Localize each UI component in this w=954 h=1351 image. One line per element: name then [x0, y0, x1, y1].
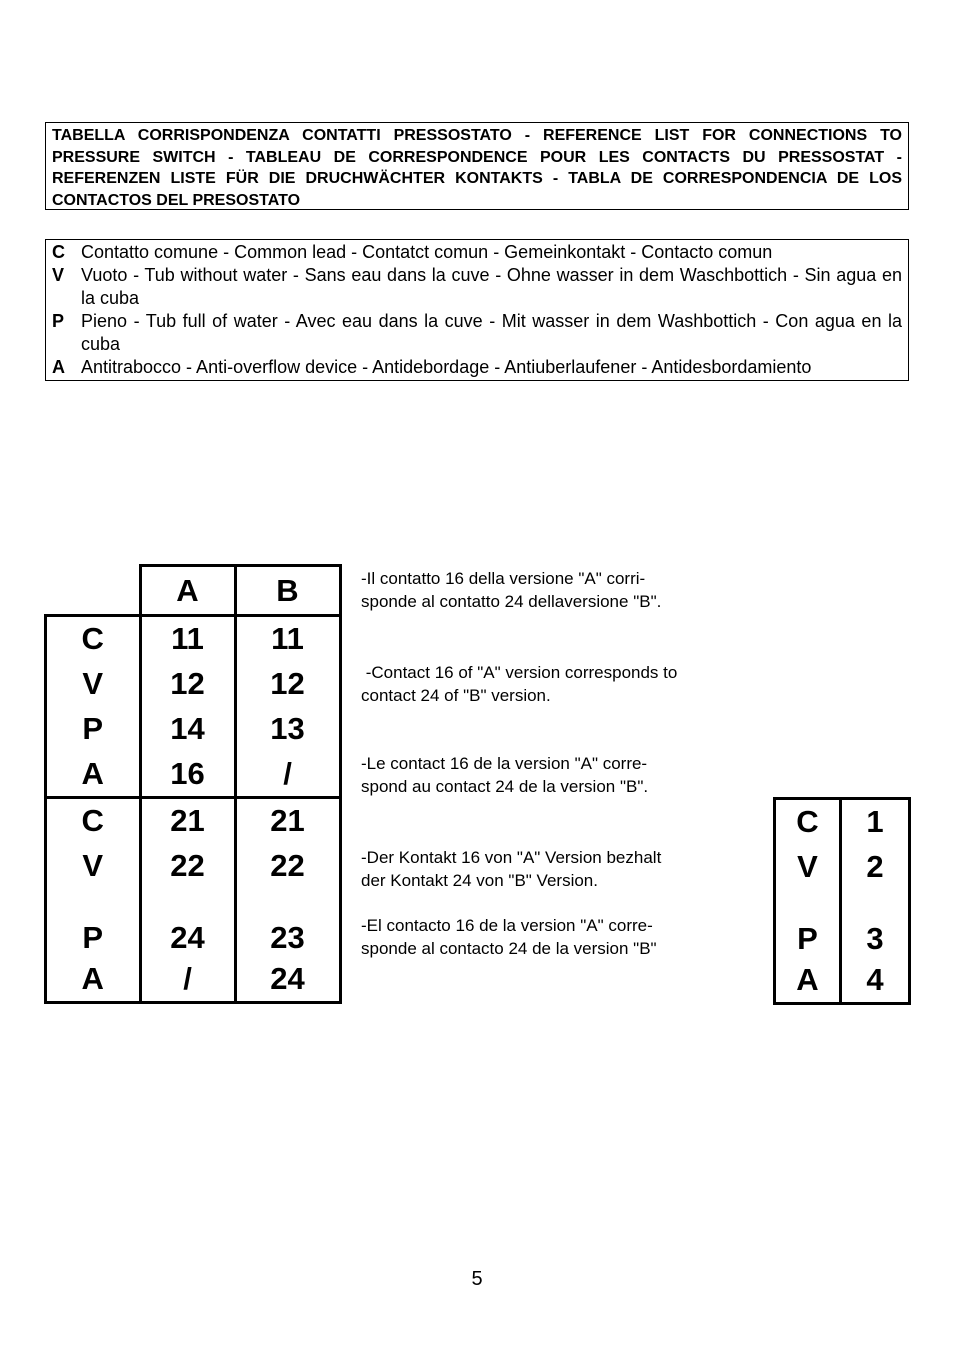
note-line: spond au contact 24 de la version "B". [361, 777, 649, 796]
legend-key: C [52, 242, 65, 262]
table-row [46, 888, 341, 956]
legend-item-v [52, 264, 902, 310]
table-row [775, 957, 910, 1004]
note-line: -Le contact 16 de la version "A" corre- [361, 754, 648, 773]
cell-a: 24 [140, 888, 235, 956]
legend-text: Contatto comune - Common lead - Contatct comun - Gemeinkontakt - Contacto comun [81, 242, 773, 262]
contact-correspondence-table [44, 564, 342, 1004]
header-version-b: B [235, 566, 340, 616]
title-box [45, 122, 909, 210]
document-title: TABELLA CORRISPONDENZA CONTATTI PRESSOSTATO - REFERENCE LIST FOR CONNECTIONS TO PRESSURE SWITCH - TABLEAU DE CORRESPONDENCE POUR LES CONTACTS DU PRESSOSTAT - REFERENZEN LISTE FÜR DIE DRUCHWÄCHTER KONTAKTS - TABLA DE CORRESPONDENCIA DE LOS CONTACTOS DEL PRESOSTATO [52, 127, 902, 209]
cell-b: 11 [235, 616, 340, 662]
cell-value: 2 [841, 844, 910, 889]
cell-b: 21 [235, 798, 340, 844]
legend-item-c [52, 241, 902, 264]
cell-a: 11 [140, 616, 235, 662]
table-row [46, 843, 341, 888]
table-row [46, 751, 341, 798]
note-line: contact 24 of "B" version. [361, 686, 551, 705]
note-english [361, 661, 741, 707]
note-line: -Contact 16 of "A" version corresponds to [361, 663, 678, 682]
cell-b: 24 [235, 956, 340, 1003]
cell-b: 23 [235, 888, 340, 956]
row-label: V [775, 844, 841, 889]
legend-key: V [52, 265, 65, 285]
legend-text: Vuoto - Tub without water - Sans eau dans la cuve - Ohne wasser in dem Waschbottich - Sin agua en la cuba [81, 265, 902, 308]
note-italian [361, 567, 741, 613]
row-label: A [46, 956, 141, 1003]
empty-corner-cell [46, 566, 141, 616]
note-line: -Il contatto 16 della versione "A" corri- [361, 569, 646, 588]
note-line: sponde al contacto 24 de la version "B" [361, 939, 657, 958]
cell-a: 21 [140, 798, 235, 844]
cell-b: 12 [235, 661, 340, 706]
row-label: C [46, 798, 141, 844]
row-label: A [46, 751, 141, 798]
table-row [775, 889, 910, 957]
single-version-table [773, 797, 911, 1005]
legend-key: P [52, 311, 65, 331]
row-label: P [46, 706, 141, 751]
table-header-row [46, 566, 341, 616]
cell-b: / [235, 751, 340, 798]
note-line: -El contacto 16 de la version "A" corre- [361, 916, 653, 935]
row-label: C [775, 799, 841, 845]
cell-value: 3 [841, 889, 910, 957]
legend-key: A [52, 357, 65, 377]
cell-a: 14 [140, 706, 235, 751]
table-row [775, 844, 910, 889]
legend-text: Pieno - Tub full of water - Avec eau dans la cuve - Mit wasser in dem Washbottich - Con agua en la cuba [81, 311, 902, 354]
row-label: P [775, 889, 841, 957]
note-line: sponde al contatto 24 dellaversione "B". [361, 592, 662, 611]
table-row [46, 661, 341, 706]
row-label: V [46, 661, 141, 706]
cell-a: 12 [140, 661, 235, 706]
table-row [46, 616, 341, 662]
cell-value: 1 [841, 799, 910, 845]
legend-text: Antitrabocco - Anti-overflow device - Antidebordage - Antiuberlaufener - Antidesbordamiento [81, 357, 812, 377]
note-german [361, 846, 741, 892]
note-line: der Kontakt 24 von "B" Version. [361, 871, 598, 890]
cell-value: 4 [841, 957, 910, 1004]
cell-b: 13 [235, 706, 340, 751]
row-label: P [46, 888, 141, 956]
table-row [775, 799, 910, 845]
table-row [46, 706, 341, 751]
cell-a: / [140, 956, 235, 1003]
row-label: C [46, 616, 141, 662]
legend-item-p [52, 310, 902, 356]
cell-a: 22 [140, 843, 235, 888]
page-number: 5 [471, 1268, 483, 1290]
cell-a: 16 [140, 751, 235, 798]
cell-b: 22 [235, 843, 340, 888]
legend-item-a [52, 356, 902, 379]
row-label: V [46, 843, 141, 888]
table-row [46, 956, 341, 1003]
note-line: -Der Kontakt 16 von "A" Version bezhalt [361, 848, 662, 867]
header-version-a: A [140, 566, 235, 616]
legend-box [45, 239, 909, 381]
table-row [46, 798, 341, 844]
note-spanish [361, 914, 741, 960]
note-french [361, 752, 741, 798]
row-label: A [775, 957, 841, 1004]
